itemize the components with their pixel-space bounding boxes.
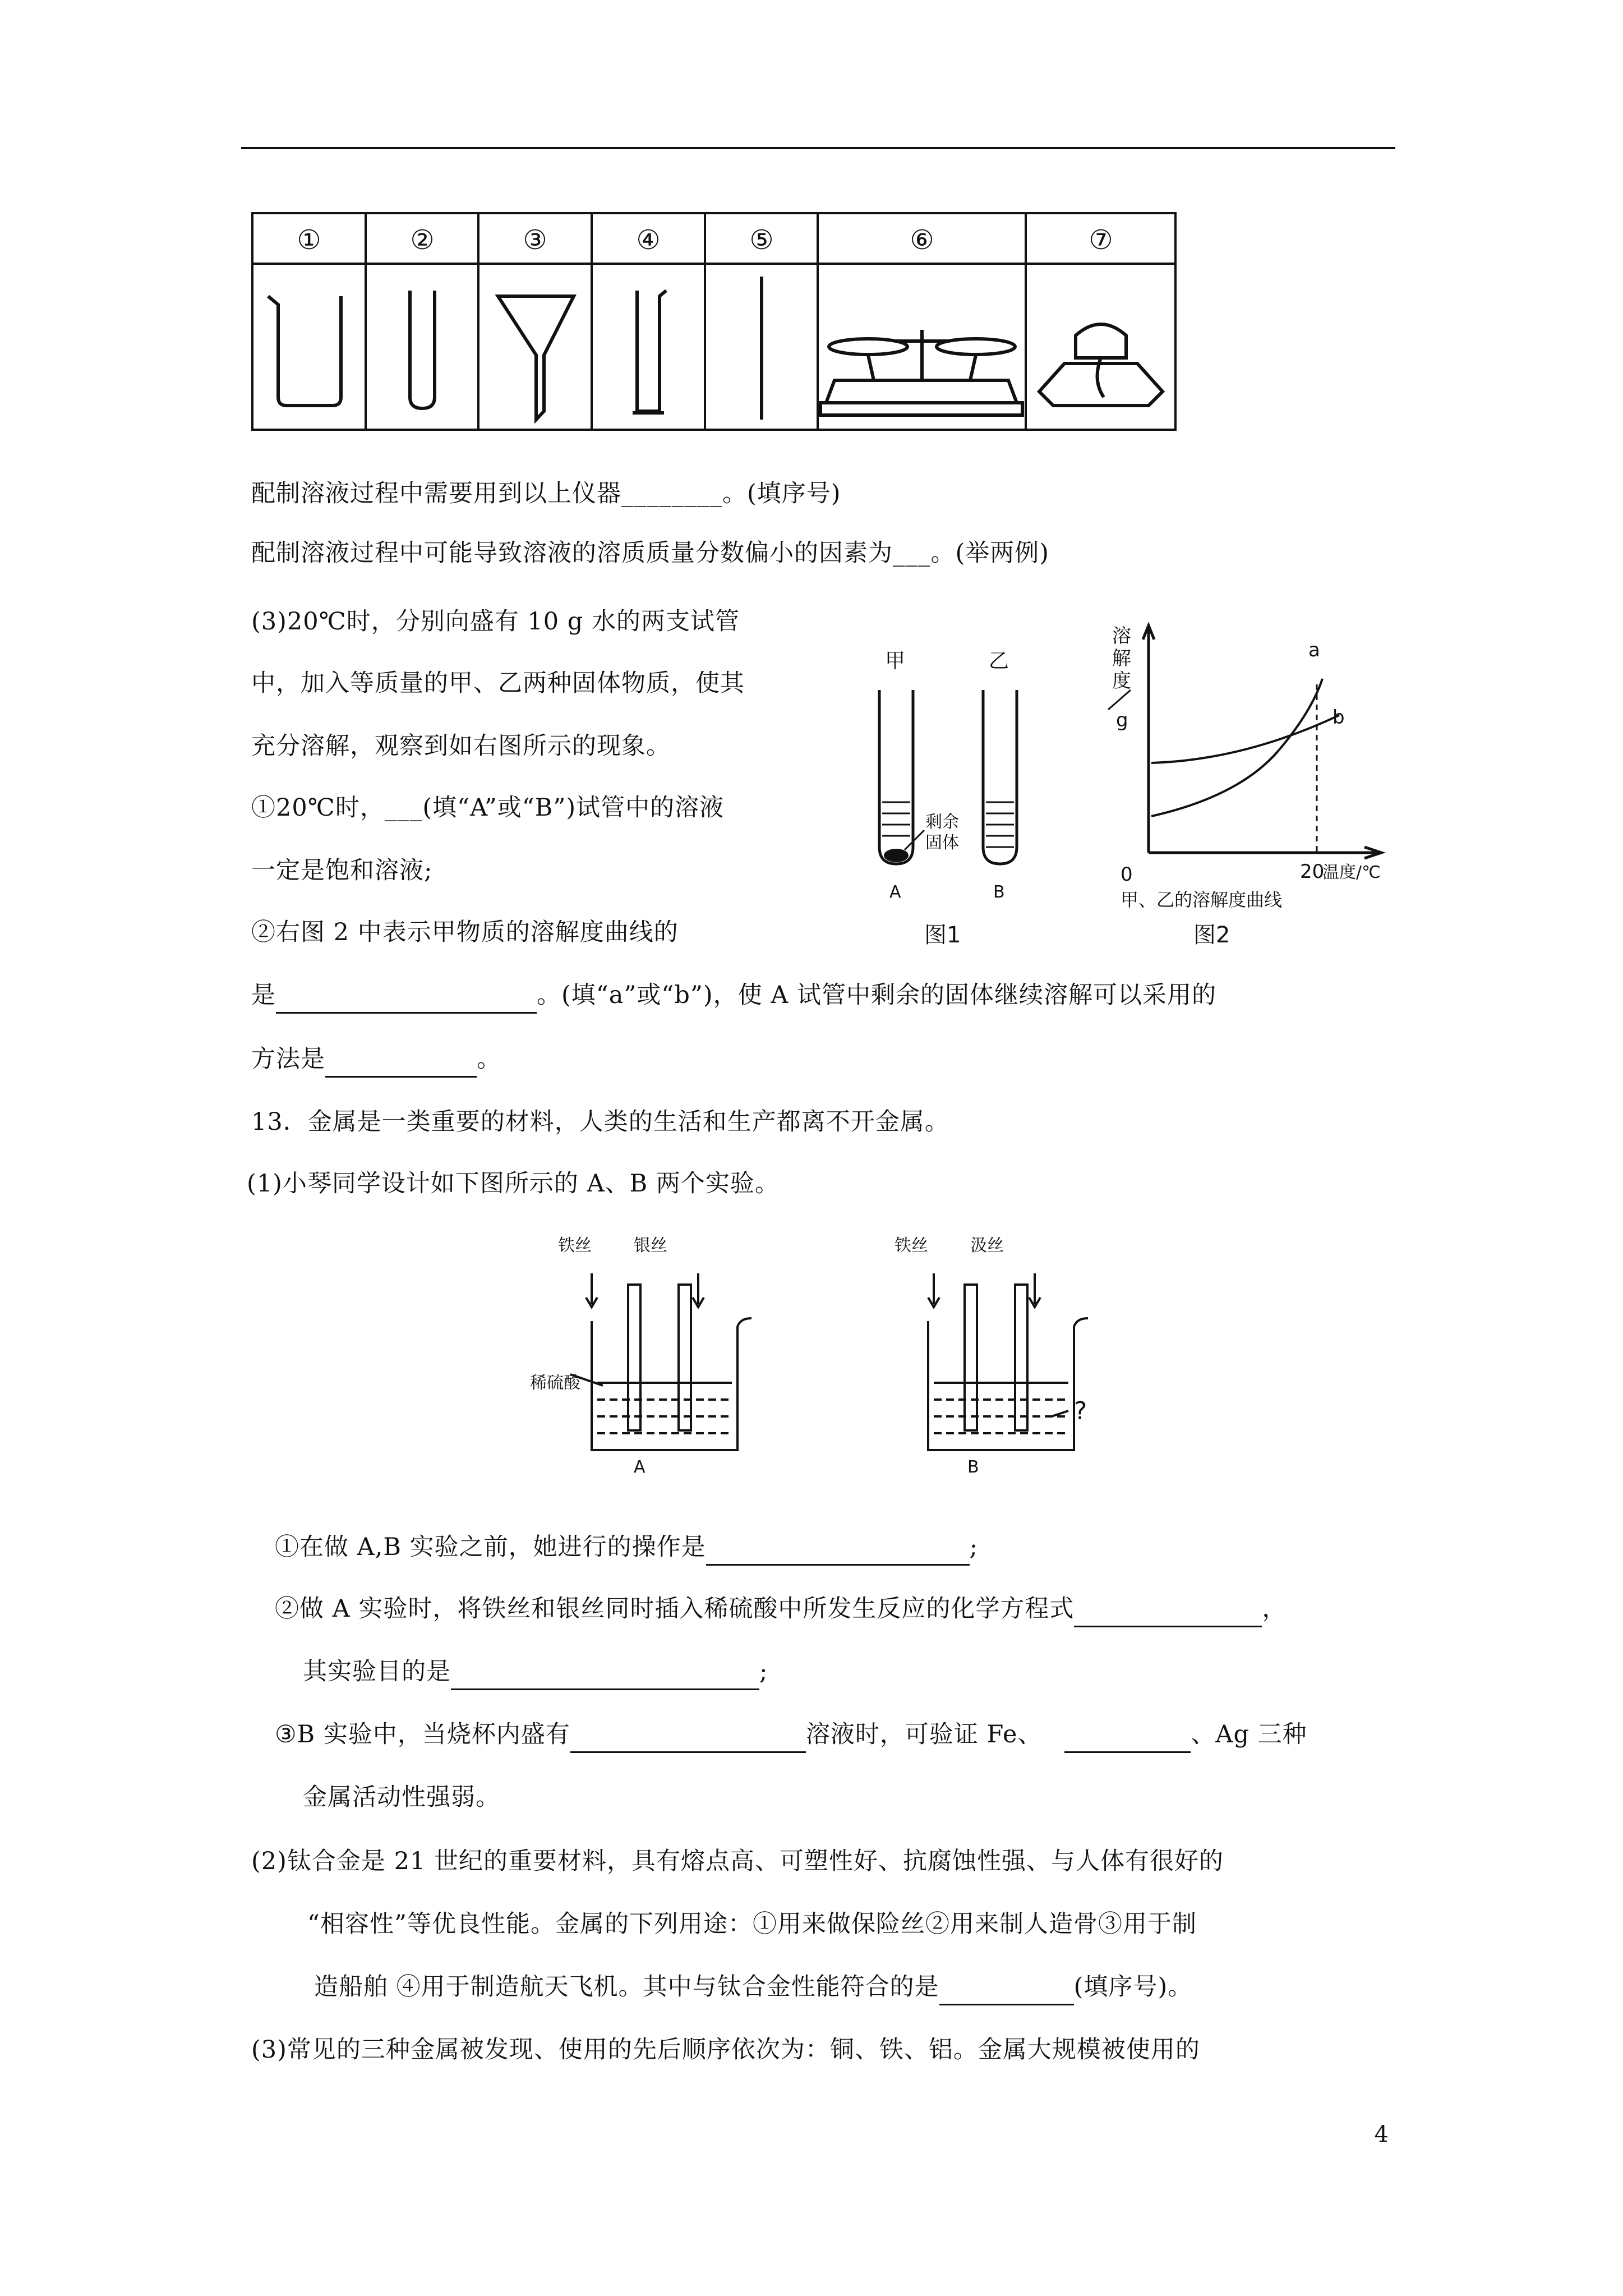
part3-q1-line2: 一定是饱和溶液; [251,857,433,885]
question-13-1-b: ②做 A 实验时，将铁丝和银丝同时插入稀硫酸中所发生反应的化学方程式 ， [275,1592,1287,1627]
remain-label: 剩余 [925,812,959,832]
curve-a-label: a [1308,639,1320,661]
y-label-3: 度 [1112,670,1131,692]
question-13: 13．金属是一类重要的材料，人类的生活和生产都离不开金属。 [251,1108,949,1136]
question-smaller-fraction: 配制溶液过程中可能导致溶液的溶质质量分数偏小的因素为___。(举两例) [251,539,1050,567]
instrument-label-4: ④ [636,224,661,256]
other-wire-label: 汲丝 [970,1236,1004,1255]
funnel-icon [498,296,574,420]
tube-yi-label: 乙 [989,650,1009,673]
iron-wire-a-label: 铁丝 [558,1236,592,1255]
figure-solubility-curve [1098,617,1412,954]
question-13-2-line3: 造船舶 ④用于制造航天飞机。其中与钛合金性能符合的是 (填序号)。 [314,1970,1192,2005]
part3-line2: 中，加入等质量的甲、乙两种固体物质，使其 [251,669,745,697]
question-13-1: (1)小琴同学设计如下图所示的 A、B 两个实验。 [247,1170,780,1198]
figure2-caption: 图2 [1193,922,1230,948]
figure-test-tubes [863,639,1098,954]
figure1-caption: 图1 [924,922,961,948]
instrument-table [251,212,1177,431]
blank-method[interactable] [325,1042,477,1078]
beaker-a-label: A [634,1457,645,1477]
question-13-3: (3)常见的三种金属被发现、使用的先后顺序依次为：铜、铁、铝。金属大规模被使用的 [251,2036,1200,2064]
blank-equation[interactable] [1074,1592,1262,1627]
figure-beakers [530,1231,1124,1478]
blank-metal[interactable] [1064,1718,1191,1753]
question-mark: ? [1074,1397,1087,1425]
blank-titanium-use[interactable] [939,1970,1074,2005]
y-label-1: 溶 [1112,625,1131,647]
question-13-1-c: ③B 实验中，当烧杯内盛有 溶液时，可验证 Fe、 、Ag 三种 [275,1718,1307,1753]
remaining-solid [884,849,909,862]
x-tick-20: 20 [1300,861,1325,883]
blank-purpose[interactable] [451,1655,759,1690]
iron-wire-b-label: 铁丝 [895,1236,928,1255]
question-13-2-line2: “相容性”等优良性能。金属的下列用途：①用来做保险丝②用来制人造骨③用于制 [307,1910,1197,1938]
balance-icon [820,330,1022,415]
tube-a-label: A [889,882,901,902]
instrument-label-5: ⑤ [749,224,774,256]
solid-label: 固体 [925,833,959,853]
instrument-label-7: ⑦ [1089,224,1113,256]
question-instruments: 配制溶液过程中需要用到以上仪器________。(填序号) [251,480,841,508]
part3-q2-line2: 是 。(填“a”或“b”)，使 A 试管中剩余的固体继续溶解可以采用的 [251,978,1216,1014]
instrument-label-1: ① [297,224,321,256]
silver-wire-label: 银丝 [634,1236,667,1255]
blank-solution[interactable] [570,1718,806,1753]
question-13-1-b2: 其实验目的是 ; [303,1655,768,1690]
alcohol-lamp-icon [1039,324,1163,406]
question-13-1-a: ①在做 A,B 实验之前，她进行的操作是 ; [275,1530,978,1566]
instrument-label-2: ② [410,224,435,256]
tube-b-label: B [993,882,1005,902]
y-unit: g [1116,709,1128,731]
dilute-acid-label: 稀硫酸 [530,1373,580,1393]
curve-b [1151,715,1339,763]
curve-title: 甲、乙的溶解度曲线 [1121,889,1283,910]
test-tube-icon [410,291,435,408]
tube-b [983,690,1017,864]
part3-q2-line1: ②右图 2 中表示甲物质的溶解度曲线的 [251,918,679,946]
beaker-b-label: B [967,1457,979,1477]
graduated-cylinder-icon [637,291,666,411]
curve-b-label: b [1332,706,1345,729]
header-rule [241,147,1395,149]
origin-label: 0 [1121,863,1133,886]
y-label-2: 解 [1112,647,1131,670]
curve-a [1151,679,1322,816]
blank-operation[interactable] [706,1530,970,1566]
question-13-1-c2: 金属活动性强弱。 [303,1783,500,1811]
question-13-2-line1: (2)钛合金是 21 世纪的重要材料，具有熔点高、可塑性好、抗腐蚀性强、与人体有很好的 [251,1847,1224,1875]
instrument-label-6: ⑥ [910,224,934,256]
instrument-label-3: ③ [523,224,547,256]
tube-jia-label: 甲 [885,650,906,673]
part3-line3: 充分溶解，观察到如右图所示的现象。 [251,732,671,760]
beaker-icon [268,296,341,406]
part3-q2-line3: 方法是 。 [251,1042,501,1078]
blank-curve[interactable] [276,978,537,1014]
page-number: 4 [1374,2122,1389,2147]
part3-line1: (3)20℃时，分别向盛有 10 g 水的两支试管 [251,608,740,636]
x-axis-label: 温度/℃ [1322,863,1381,882]
tube-a [879,690,913,864]
part3-q1-line1: ①20℃时，___(填“A”或“B”)试管中的溶液 [251,794,725,822]
